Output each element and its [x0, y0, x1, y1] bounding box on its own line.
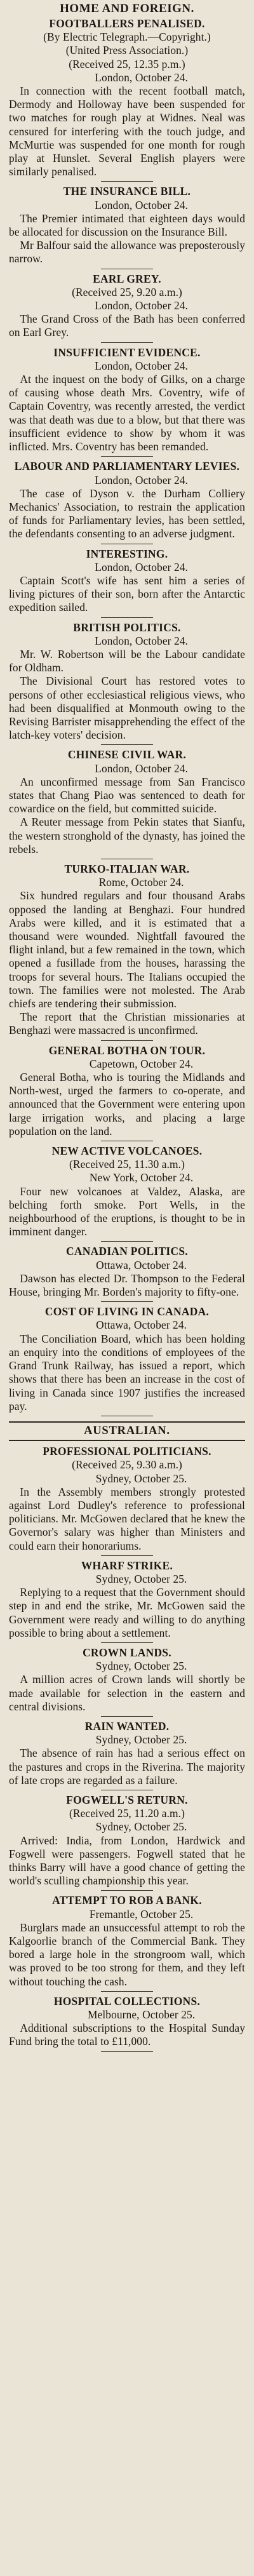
article-dateline: Rome, October 24. [98, 876, 184, 889]
article-paragraph: Replying to a request that the Government should step in and end the strike, Mr. McGowen said the Government were ready and willing to do anything possible to bring about a settlement. [9, 1586, 245, 1639]
news-article [9, 1559, 245, 1640]
news-article [9, 185, 245, 265]
article-dateline: London, October 24. [95, 634, 189, 647]
article-paragraph: Dawson has elected Dr. Thompson to the Federal House, bringing Mr. Borden's majority to fifty-one. [9, 1271, 245, 1299]
news-article [9, 1894, 245, 1988]
article-paragraph: At the inquest on the body of Gilks, on a charge of causing whose death Mrs. Coventry, wife of Captain Coventry, was recently arrested, the verdict was that death was due to a blow, but that there was insufficient evidence to show by whom it was inflicted. Mrs. Coventry has been remanded. [9, 373, 245, 453]
article-dateline: Ottawa, October 24. [96, 1258, 187, 1271]
news-article [9, 1445, 245, 1553]
news-article [9, 1305, 245, 1413]
article-paragraph: Captain Scott's wife has sent him a series of living pictures of their son, born after the Antarctic expedition sailed. [9, 574, 245, 614]
news-article [9, 1995, 245, 2049]
article-paragraph: Four new volcanoes at Valdez, Alaska, are belching forth smoke. Port Wells, in the neighbourhood of the eruptions, is thought to be in imminent danger. [9, 1184, 245, 1238]
article-headline: TURKO-ITALIAN WAR. [64, 862, 190, 875]
news-article [9, 346, 245, 454]
news-article [9, 272, 245, 340]
article-dateline: New York, October 24. [89, 1171, 194, 1184]
article-paragraph: The Grand Cross of the Bath has been conferred on Earl Grey. [9, 312, 245, 339]
article-dateline: London, October 24. [95, 198, 189, 211]
article-headline: EARL GREY. [93, 272, 161, 285]
article-dateline: London, October 24. [95, 70, 189, 84]
article-headline: INSUFFICIENT EVIDENCE. [53, 345, 201, 359]
article-paragraph: Additional subscriptions to the Hospital Sunday Fund bring the total to £11,000. [9, 2022, 245, 2048]
article-headline: FOGWELL'S RETURN. [66, 1793, 188, 1806]
article-headline: FOOTBALLERS PENALISED. [49, 17, 205, 30]
article-headline: GENERAL BOTHA ON TOUR. [48, 1043, 206, 1057]
article-headline: LABOUR AND PARLIAMENTARY LEVIES. [14, 460, 240, 473]
news-article [9, 1044, 245, 1138]
article-dateline: London, October 24. [95, 473, 189, 486]
article-dateline: London, October 24. [95, 761, 189, 775]
article-paragraph: The absence of rain has had a serious effect on the pastures and crops in the Riverina. The majority of late crops are regarded as a failure. [9, 1747, 245, 1787]
news-article [9, 1245, 245, 1299]
article-divider [101, 1040, 153, 1041]
article-dateline: London, October 24. [95, 299, 189, 312]
article-headline: INTERESTING. [86, 547, 168, 560]
article-headline: PROFESSIONAL POLITICIANS. [43, 1445, 211, 1458]
article-dateline: Ottawa, October 24. [96, 1318, 187, 1332]
article-divider [101, 1991, 153, 1992]
article-headline: RAIN WANTED. [84, 1719, 170, 1733]
article-paragraph: In the Assembly members strongly protested against Lord Dudley's reference to professional politicians. Mr. McGowen declared that he knew the Governor's salary was higher than Ministers and could earn their honorariums. [9, 1485, 245, 1552]
article-headline: HOSPITAL COLLECTIONS. [53, 1994, 201, 2008]
article-dateline: Melbourne, October 25. [87, 2008, 196, 2022]
article-headline: ATTEMPT TO ROB A BANK. [52, 1894, 202, 1907]
article-divider [101, 456, 153, 457]
news-article [9, 1144, 245, 1238]
article-paragraph: General Botha, who is touring the Midlands and North-west, urged the farmers to co-operate, and announced that the Government were entering upon large irrigation works, and placing a large population on the land. [9, 1071, 245, 1137]
sections-container [9, 17, 245, 2052]
news-article [9, 1794, 245, 1888]
article-headline: CANADIAN POLITICS. [66, 1245, 188, 1258]
news-article [9, 17, 245, 178]
article-paragraph: A million acres of Crown lands will shortly be made available for selection in the eastern and central divisions. [9, 1673, 245, 1713]
article-divider [101, 1890, 153, 1891]
article-paragraph: A Reuter message from Pekin states that Sianfu, the western stronghold of the dynasty, has joined the rebels. [9, 815, 245, 855]
article-byline: (Received 25, 11.30 a.m.) [69, 1158, 185, 1171]
article-paragraph: Mr. W. Robertson will be the Labour candidate for Oldham. [9, 647, 245, 674]
article-divider [101, 1716, 153, 1717]
news-article [9, 748, 245, 856]
article-paragraph: The case of Dyson v. the Durham Colliery Mechanics' Association, to restrain the application of funds for Parliamentary levies, has been settled, the defendants consenting to an adverse judgment. [9, 486, 245, 540]
section-heading: AUSTRALIAN. [9, 1421, 245, 1441]
article-byline: (Received 25, 11.20 a.m.) [69, 1807, 185, 1820]
news-section [9, 17, 245, 1416]
article-divider [101, 1301, 153, 1302]
article-divider [101, 744, 153, 745]
article-dateline: Fremantle, October 25. [89, 1907, 194, 1921]
article-divider [101, 181, 153, 182]
news-article [9, 621, 245, 742]
article-paragraph: Six hundred regulars and four thousand Arabs opposed the landing at Benghazi. Four hundred Arabs were killed, and it is estimated that a thousand were wounded. Nightfall favoured the flight inland, but a few remained in the town, which opened a fusillade from the houses, harassing the troops for several hours. The Italians occupied the town. The families were not molested. The Arab chiefs are tendering their submission. [9, 889, 245, 1010]
article-paragraph: The Conciliation Board, which has been holding an enquiry into the conditions of employees of the Grand Trunk Railway, has issued a report, which shows that there has been an increase in the cost of living in Canada since 1907 justifies the increased pay. [9, 1332, 245, 1412]
article-paragraph: Burglars made an unsuccessful attempt to rob the Kalgoorlie branch of the Commercial Bank. They bored a large hole in the strongroom wall, which was proved to be too strong for them, and they left without touching the cash. [9, 1921, 245, 1988]
article-headline: NEW ACTIVE VOLCANOES. [51, 1144, 203, 1158]
article-dateline: Sydney, October 25. [95, 1733, 187, 1747]
page-masthead: HOME AND FOREIGN. [60, 2, 194, 15]
article-dateline: London, October 24. [95, 359, 189, 372]
article-paragraph: Arrived: India, from London, Hardwick and Fogwell were passengers. Fogwell stated that he thinks Barry will have a good chance of getting the world's sculling championship this year. [9, 1834, 245, 1888]
article-divider [101, 342, 153, 343]
article-headline: CHINESE CIVIL WAR. [67, 748, 187, 761]
article-dateline: Sydney, October 25. [95, 1572, 187, 1585]
news-article [9, 1720, 245, 1787]
article-headline: THE INSURANCE BILL. [63, 185, 191, 198]
article-byline: (Received 25, 12.35 p.m.) [69, 57, 185, 70]
news-article [9, 862, 245, 1038]
article-dateline: Sydney, October 25. [95, 1820, 187, 1834]
article-headline: CROWN LANDS. [83, 1646, 171, 1659]
news-article [9, 547, 245, 615]
article-dateline: London, October 24. [95, 560, 189, 574]
article-paragraph: Mr Balfour said the allowance was preposterously narrow. [9, 239, 245, 265]
article-headline: BRITISH POLITICS. [73, 621, 181, 634]
article-headline: WHARF STRIKE. [81, 1559, 173, 1572]
article-divider [101, 1642, 153, 1643]
article-dateline: Sydney, October 25. [95, 1660, 187, 1673]
article-dateline: Sydney, October 25. [95, 1472, 187, 1485]
article-divider [101, 1241, 153, 1242]
article-divider [101, 1555, 153, 1556]
article-byline: (By Electric Telegraph.—Copyright.) [43, 30, 211, 44]
news-section [9, 1421, 245, 2052]
news-article [9, 460, 245, 540]
article-byline: (Received 25, 9.20 a.m.) [72, 285, 182, 299]
article-headline: COST OF LIVING IN CANADA. [44, 1305, 210, 1318]
article-byline: (United Press Association.) [65, 44, 189, 57]
article-divider [101, 617, 153, 618]
article-paragraph: In connection with the recent football match, Dermody and Holloway have been suspended for two matches for rough play at Widnes. Neal was censured for interfering with the touch judge, and McMurtie was suspended for one month for rough play at Hunslet. Several English players were similarly penalised. [9, 84, 245, 178]
article-paragraph: The report that the Christian missionaries at Benghazi were massacred is unconfirmed. [9, 1010, 245, 1037]
article-divider [101, 2051, 153, 2052]
article-dateline: Capetown, October 24. [89, 1057, 194, 1070]
article-paragraph: The Premier intimated that eighteen days would be allocated for discussion on the Insurance Bill. [9, 211, 245, 239]
news-article [9, 1646, 245, 1714]
article-paragraph: The Divisional Court has restored votes to persons of other ecclesiastical religious views, who had been disqualified at Monmouth owing to the Revising Barrister misapprehending the effect of the latch-key voters' decision. [9, 674, 245, 742]
article-paragraph: An unconfirmed message from San Francisco states that Chang Piao was sentenced to death for cowardice on the field, but committed suicide. [9, 775, 245, 815]
article-byline: (Received 25, 9.30 a.m.) [72, 1458, 182, 1472]
